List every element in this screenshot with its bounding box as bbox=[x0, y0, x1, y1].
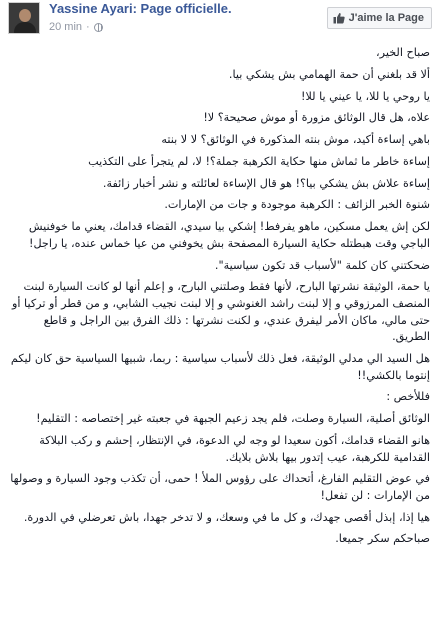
post-paragraph: باهي إساءة أكيد، موش بنته المذكورة في الوثائق؟ لا لا بنته bbox=[161, 133, 430, 147]
post-paragraph: ألا قد بلغني أن حمة الهمامي بش يشكي بيا. bbox=[228, 67, 430, 81]
post-paragraph: صباحكم سكر جميعا. bbox=[335, 532, 430, 546]
post-paragraph: هانو القضاء قدامك، أكون سعيدا لو وجه لي الدعوة، في الإنتظار، إحشم و ركب البلاكة القدامية للكرهبة، عيب إتدور بيها بلاش بلايك. bbox=[39, 433, 430, 464]
page-name-link[interactable]: Yassine Ayari: Page officielle. bbox=[49, 1, 232, 16]
post-meta bbox=[49, 21, 103, 33]
meta-separator: · bbox=[86, 21, 90, 33]
globe-icon bbox=[94, 23, 103, 32]
post-paragraph: في عوض التقليم الفارغ، أتحداك على رؤوس الملأ ! حمى، أن تكذب وجود السيارة و وصولها من الإمارات : لن تفعل! bbox=[10, 472, 430, 502]
post-paragraph: هل السيد الي مدلي الوثيقة، فعل ذلك لأسباب سياسية : ربما، شبيها السياسية حق كان ليكم إنتوما بالكشي!! bbox=[10, 351, 430, 382]
page-avatar[interactable] bbox=[8, 2, 40, 34]
post-paragraph: ضحكتني كان كلمة "لأسباب قد تكون سياسية". bbox=[214, 258, 430, 272]
post-paragraph: إساءة خاطر ما ثماش منها حكاية الكرهبة جملة؟! لا، لم يتجرأ على التكذيب bbox=[88, 154, 430, 168]
post-paragraph: صباح الخير، bbox=[376, 46, 430, 59]
post-timestamp[interactable]: 20 min bbox=[49, 21, 83, 33]
post-paragraph: يا روحي يا للا، يا عيني يا للا! bbox=[300, 89, 430, 103]
post-body bbox=[10, 45, 430, 553]
post-paragraph: لكن إش يعمل مسكين، ماهو يفرفط! إشكي بيا سيدي، القضاء قدامك، يعني ما خوفنيش الباجي وقت هبطتله حكاية السيارة المصفحة بش يخوفني من عيا خماس عنده، يا راجل! bbox=[28, 220, 430, 250]
like-page-button[interactable] bbox=[327, 7, 432, 29]
post-paragraph: هيا إذا، إبذل أقصى جهدك، و كل ما في وسعك، و لا تدخر جهدا، باش تعرضلي في الدورة. bbox=[23, 510, 430, 524]
post-paragraph: الوثائق أصلية، السيارة وصلت، فلم يجد زعيم الجبهة في جعبته غير إختصاصه : التقليم! bbox=[36, 412, 430, 426]
post-paragraph: علاه، هل قال الوثائق مزورة أو موش صحيحة؟ لا! bbox=[203, 111, 430, 125]
post-paragraph: إساءة علاش بش يشكي بيا؟! هو قال الإساءة لعائلته و نشر أخبار زائفة. bbox=[102, 176, 430, 190]
avatar-head-shape bbox=[19, 9, 31, 22]
post-header bbox=[0, 0, 440, 44]
post-paragraph: شنوة الخبر الزائف : الكرهبة موجودة و جات من الإمارات. bbox=[164, 198, 430, 212]
thumbs-up-icon bbox=[333, 12, 345, 24]
post-paragraph: فللأخص : bbox=[386, 390, 430, 404]
post-paragraph: يا حمة، الوثيقة نشرتها البارح، لأنها فقط وصلتني البارح، و إعلم أنها لو كانت السيارة لبنت المنصف المرزوقي و إلا لبنت راشد الغنوشي و إلا لبنت نجيب الشابي، و من قطر أو تركيا أو حتى مالي، ماكان الأمر ليفرق عندي، و لكنت نشرتها : ذلك الفرق بين الراجل و قاطع الطريق. bbox=[11, 280, 430, 344]
avatar-body-shape bbox=[14, 22, 36, 34]
like-page-label: J'aime la Page bbox=[348, 12, 424, 24]
